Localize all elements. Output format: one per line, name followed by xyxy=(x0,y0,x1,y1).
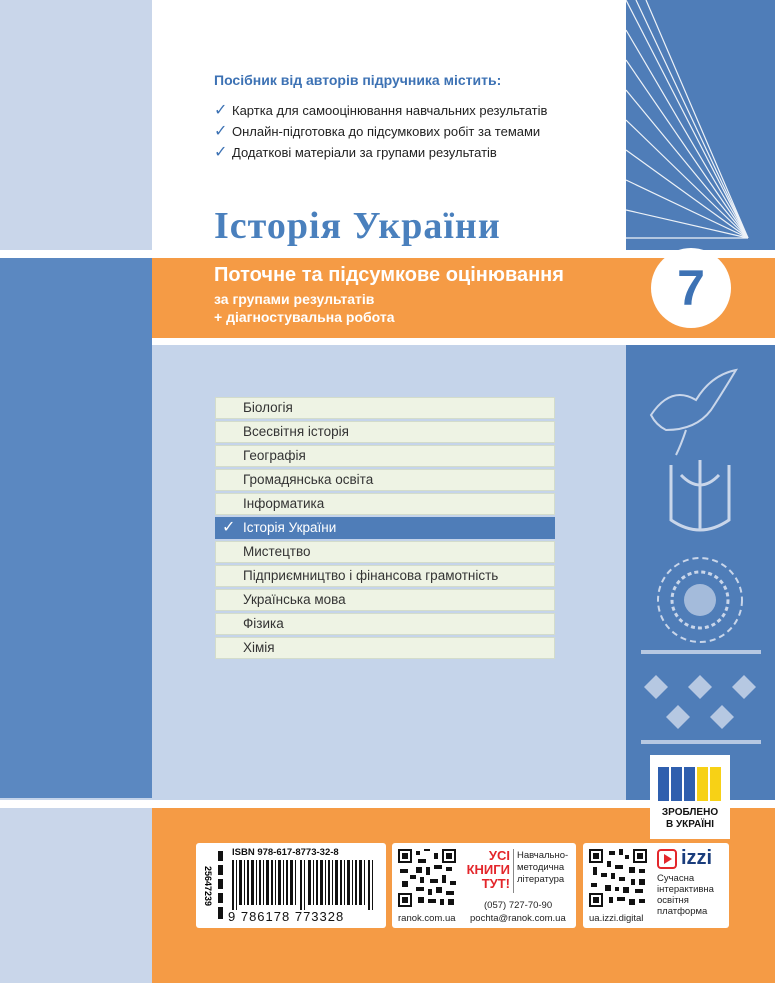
background-right-top xyxy=(626,0,775,250)
ranok-category: Навчально- методична література xyxy=(517,850,569,885)
ranok-phone: (057) 727-70-90 xyxy=(484,900,553,911)
subject-list xyxy=(215,397,555,661)
ranok-email: pochta@ranok.com.ua xyxy=(470,913,566,924)
book-title: Історія України xyxy=(214,205,501,247)
barcode-digits: 9 786178 773328 xyxy=(228,909,345,924)
sun-rays-icon xyxy=(626,0,775,250)
made-in-ukraine-badge: ЗРОБЛЕНО В УКРАЇНІ xyxy=(650,755,730,839)
divider xyxy=(152,338,775,345)
subject-item: Мистецтво xyxy=(215,541,555,563)
barcode-box xyxy=(196,843,386,928)
ranok-box xyxy=(392,843,576,928)
intro-bullet: ✓ Онлайн-підготовка до підсумкових робіт за темами xyxy=(214,123,541,140)
subject-item: Географія xyxy=(215,445,555,467)
qr-code-icon xyxy=(398,849,456,907)
check-icon: ✓ xyxy=(214,102,228,119)
embroidery-pattern-icon xyxy=(641,650,761,744)
intro-bullet: ✓ Додаткові матеріали за групами результатів xyxy=(214,144,497,161)
izzi-box xyxy=(583,843,729,928)
qr-code-icon xyxy=(589,849,647,907)
sunflower-icon xyxy=(658,558,742,642)
check-icon: ✓ xyxy=(222,519,236,536)
subtitle-line2: за групами результатів xyxy=(214,291,375,307)
ranok-site: ranok.com.ua xyxy=(398,913,456,924)
izzi-logo: izzi xyxy=(681,847,713,869)
subject-item: Інформатика xyxy=(215,493,555,515)
subject-item: Всесвітня історія xyxy=(215,421,555,443)
subject-item: Хімія xyxy=(215,637,555,659)
subject-item: Біологія xyxy=(215,397,555,419)
intro-heading: Посібник від авторів підручника містить: xyxy=(214,72,502,88)
grade-number: 7 xyxy=(677,260,705,316)
subtitle-line3: + діагностувальна робота xyxy=(214,309,395,325)
grade-badge xyxy=(651,248,731,328)
barcode-icon xyxy=(232,860,376,910)
dove-icon xyxy=(651,370,736,455)
ranok-slogan: УСІ КНИГИ ТУТ! xyxy=(466,848,510,891)
subject-item: Українська мова xyxy=(215,589,555,611)
izzi-site: ua.izzi.digital xyxy=(589,913,644,924)
isbn-text: ISBN 978-617-8773-32-8 xyxy=(232,847,339,858)
background-bottom-left xyxy=(0,800,152,983)
subject-item: Фізика xyxy=(215,613,555,635)
izzi-description: Сучасна інтерактивна освітня платформа xyxy=(657,873,714,917)
subject-item: Підприємництво і фінансова грамотність xyxy=(215,565,555,587)
intro-bullet: ✓ Картка для самооцінювання навчальних результатів xyxy=(214,102,548,119)
check-icon: ✓ xyxy=(214,144,228,161)
check-icon: ✓ xyxy=(214,123,228,140)
ornament-strip xyxy=(626,345,775,800)
subject-item-active: ✓ Історія України xyxy=(215,517,555,539)
trident-icon xyxy=(671,460,729,530)
background-left-top xyxy=(0,0,152,250)
subject-item: Громадянська освіта xyxy=(215,469,555,491)
background-left-mid xyxy=(0,258,152,798)
subtitle-main: Поточне та підсумкове оцінювання xyxy=(214,264,564,286)
divider xyxy=(0,250,775,258)
side-code: 25647239 xyxy=(203,865,214,907)
izzi-play-icon xyxy=(657,849,677,869)
